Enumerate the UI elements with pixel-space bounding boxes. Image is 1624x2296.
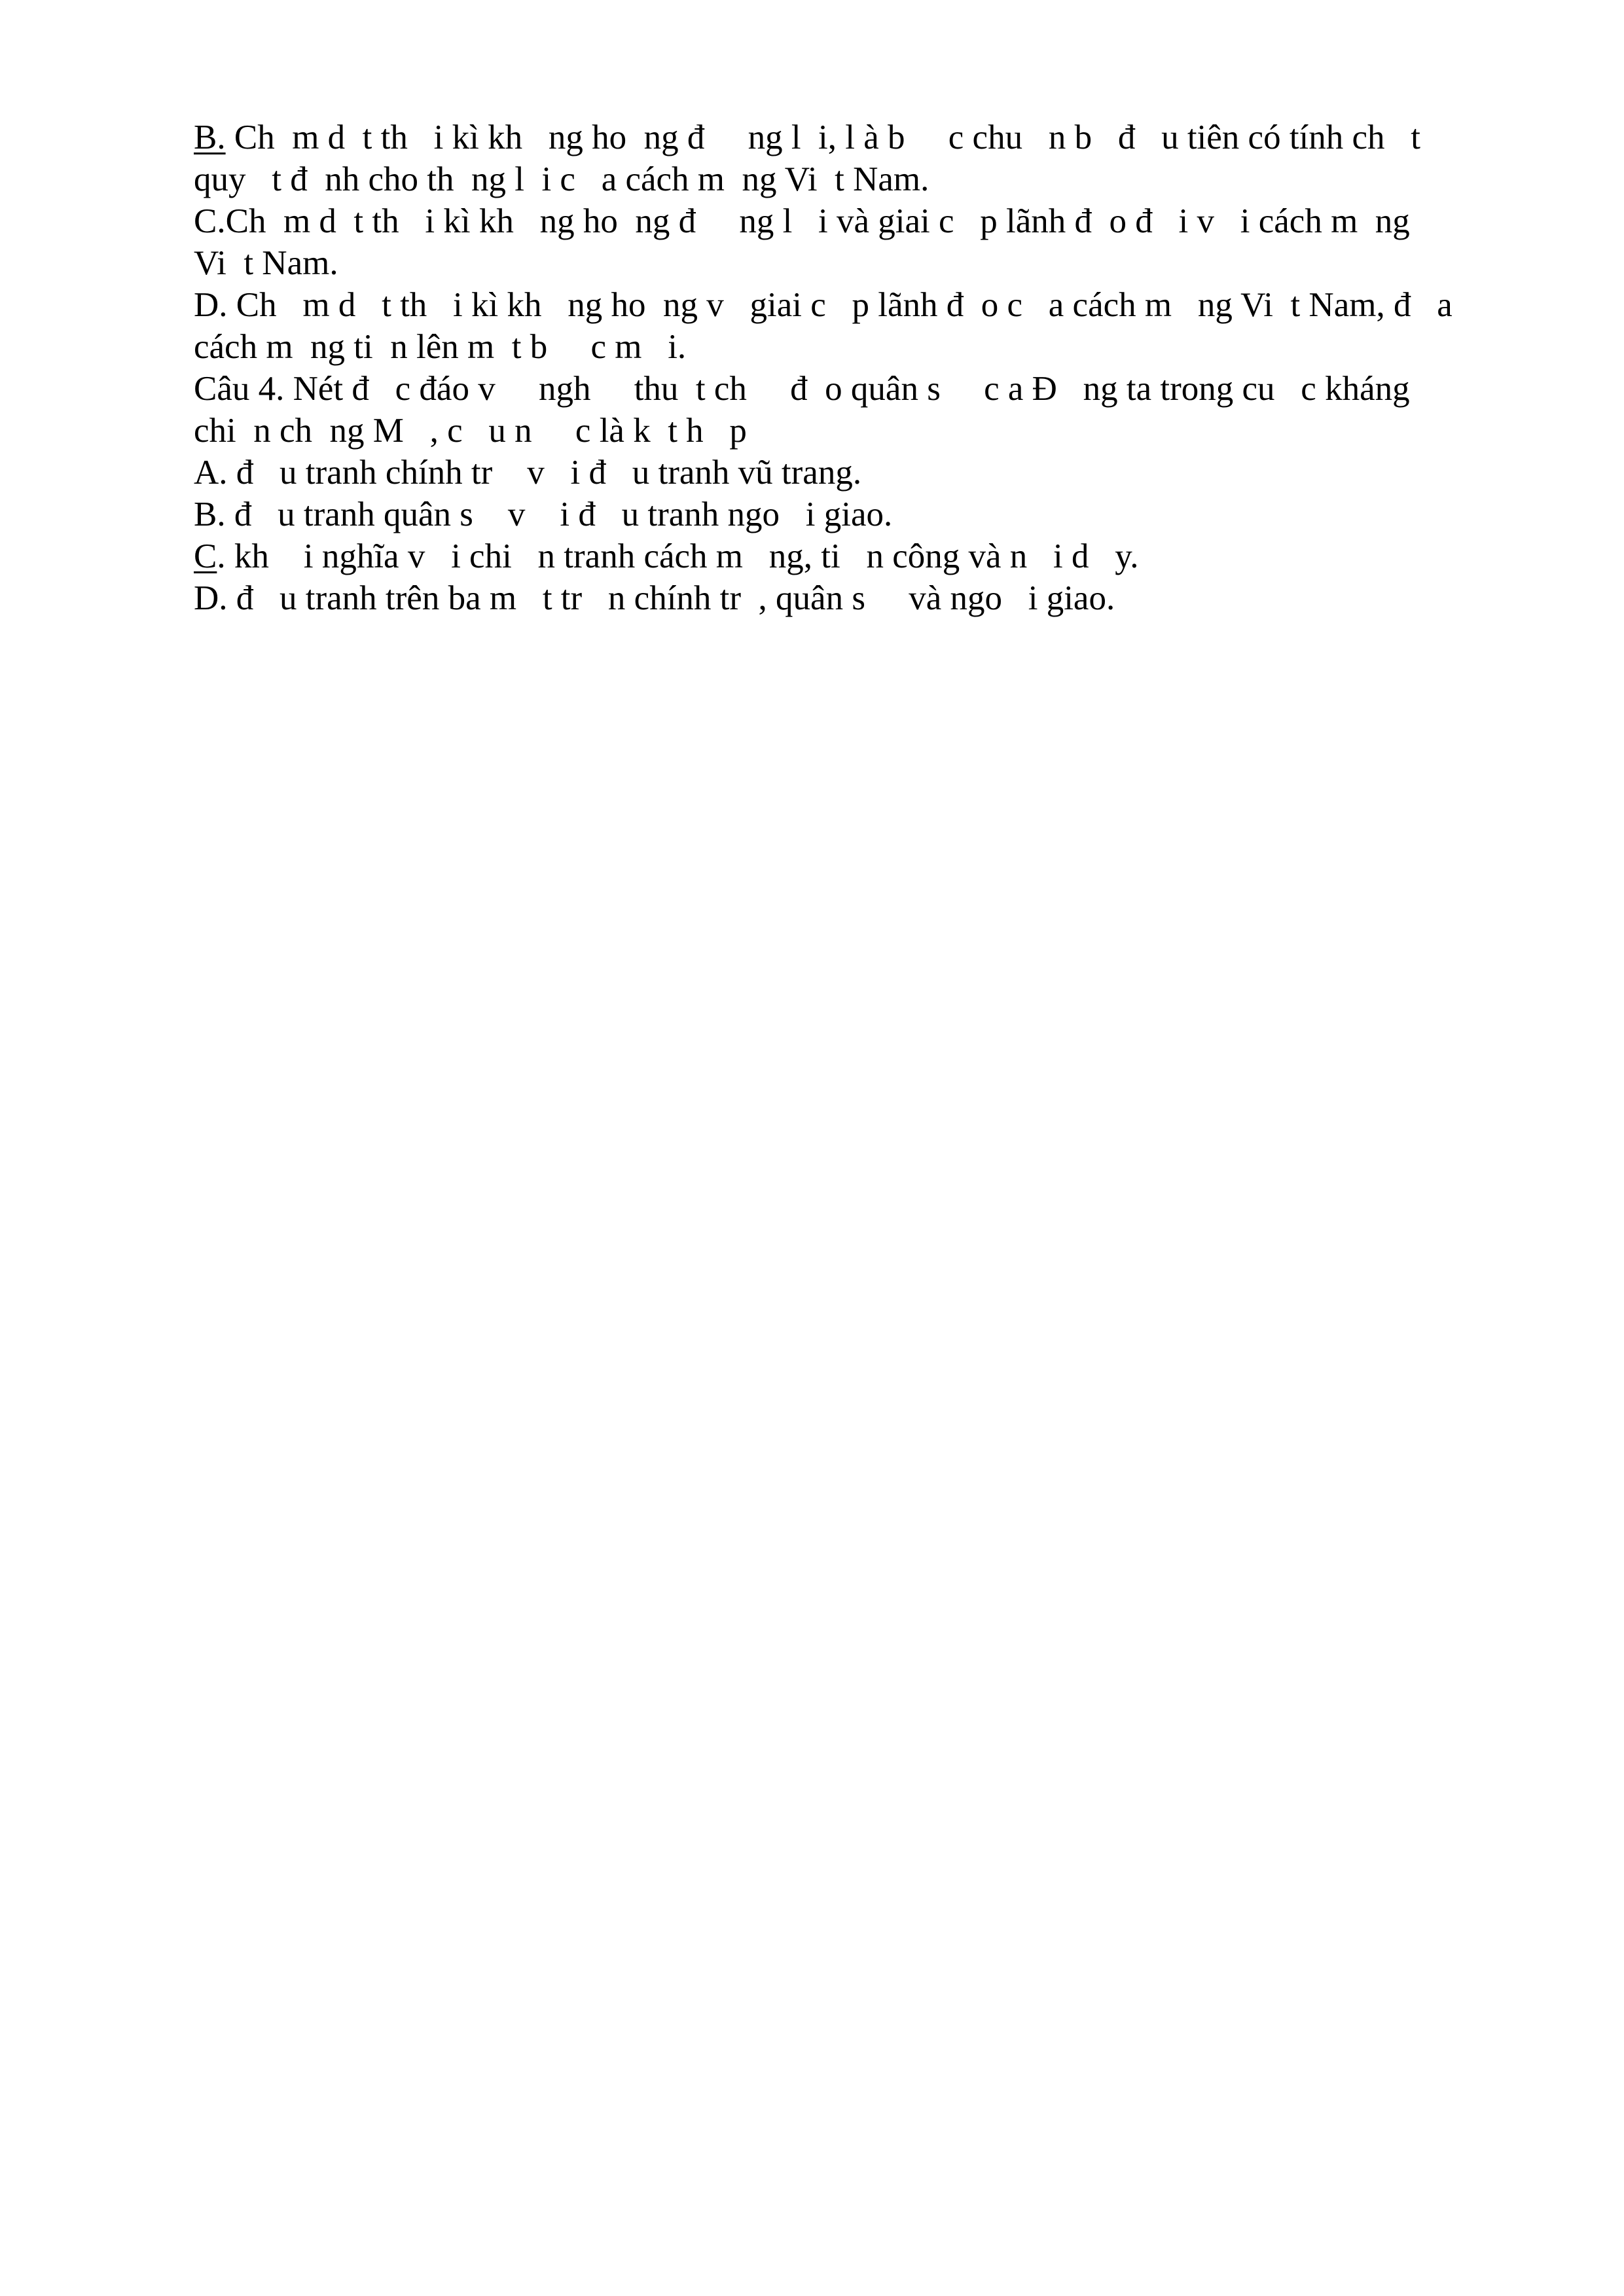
q4-stem-line-1: Câu 4. Nét đ c đáo v ngh thu t ch đ o quân s c a Đ ng ta trong cu c kháng	[194, 370, 1410, 408]
q4-option-a: A. đ u tranh chính tr v i đ u tranh vũ trang.	[194, 454, 862, 492]
q4-stem-line-2: chi n ch ng M , c u n c là k t h p	[194, 412, 747, 450]
q3-option-c-line-1: C.Ch m d t th i kì kh ng ho ng đ ng l i và giai c p lãnh đ o đ i v i cách m ng	[194, 202, 1410, 240]
q4-option-c-letter: C	[194, 537, 217, 575]
q4-option-b: B. đ u tranh quân s v i đ u tranh ngo i giao.	[194, 495, 893, 533]
q3-option-c-line-2: Vi t Nam.	[194, 244, 338, 282]
q4-option-c	[194, 535, 1511, 577]
q3-option-b-line-1	[194, 117, 1511, 158]
q3-option-b-line-2: quy t đ nh cho th ng l i c a cách m ng Vi t Nam.	[194, 160, 929, 198]
q4-option-d: D. đ u tranh trên ba m t tr n chính tr , quân s và ngo i giao.	[194, 579, 1115, 617]
document-page	[194, 117, 1511, 619]
q3-option-d-line-2: cách m ng ti n lên m t b c m i.	[194, 328, 687, 366]
q3-option-b-letter: B.	[194, 118, 226, 156]
q3-option-d-line-1: D. Ch m d t th i kì kh ng ho ng v giai c p lãnh đ o c a cách m ng Vi t Nam, đ a	[194, 286, 1453, 324]
q4-option-c-text: . kh i nghĩa v i chi n tranh cách m ng, ti n công và n i d y.	[217, 537, 1139, 575]
q3-option-b-text: Ch m d t th i kì kh ng ho ng đ ng l i, l à b c chu n b đ u tiên có tính ch t	[225, 118, 1421, 156]
